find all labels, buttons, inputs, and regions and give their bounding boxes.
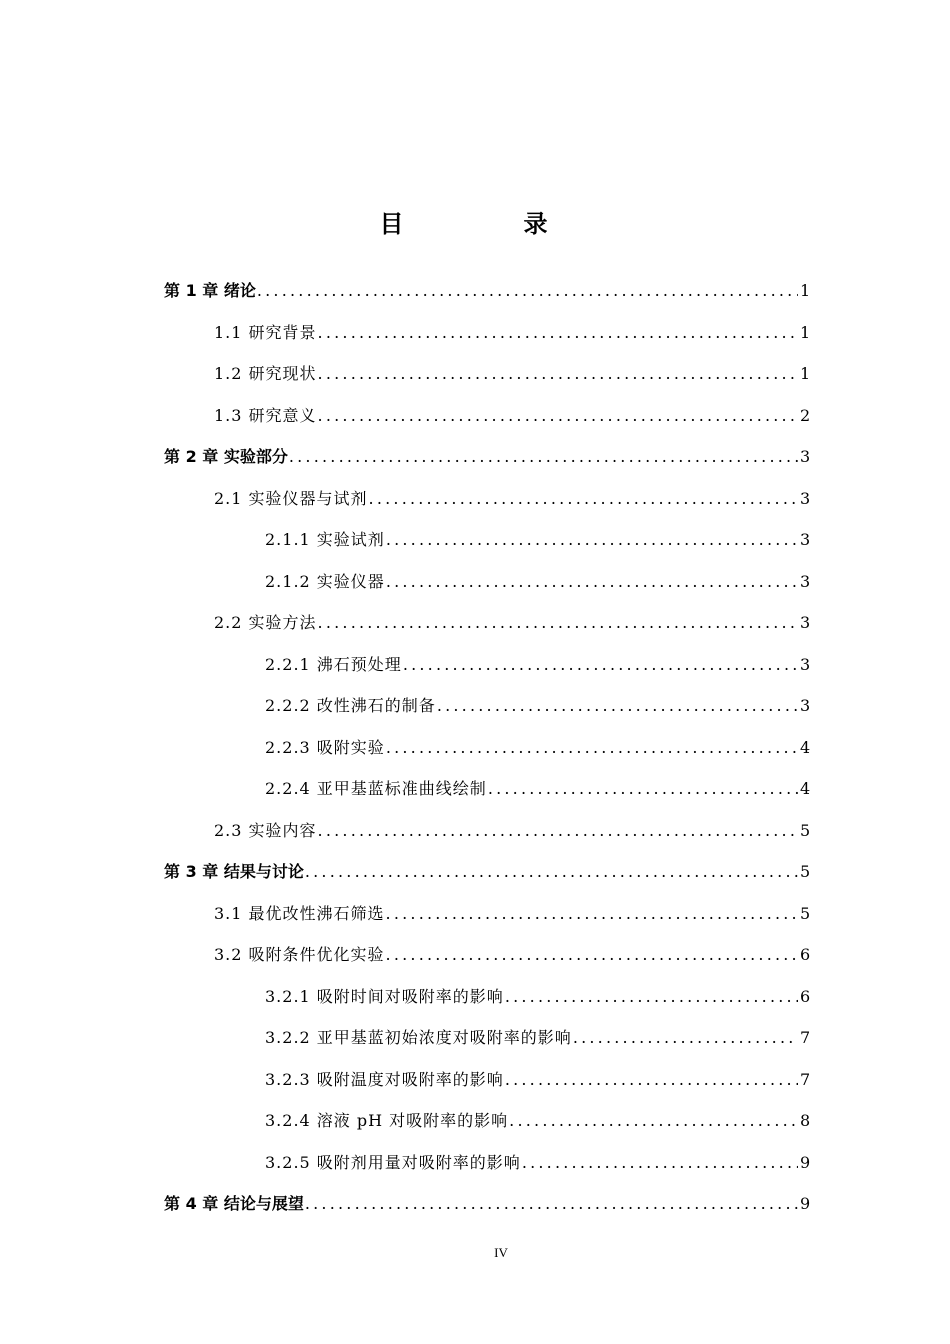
toc-dot-leader	[386, 727, 798, 769]
toc-entry-page: 3	[800, 613, 811, 632]
toc-entry[interactable]	[164, 810, 810, 852]
toc-dot-leader	[386, 893, 798, 935]
toc-entry-label: 2.1.2 实验仪器	[265, 571, 385, 591]
toc-dot-leader	[305, 1183, 798, 1225]
toc-entry-page: 3	[800, 530, 811, 549]
page-number: IV	[494, 1245, 508, 1260]
toc-entry-label: 3.2.5 吸附剂用量对吸附率的影响	[265, 1152, 521, 1172]
toc-dot-leader	[505, 976, 798, 1018]
toc-entry-page: 6	[800, 945, 811, 964]
toc-entry[interactable]	[164, 644, 810, 686]
toc-entry[interactable]	[164, 353, 810, 395]
toc-dot-leader	[318, 810, 798, 852]
toc-dot-leader	[403, 644, 798, 686]
toc-entry[interactable]	[164, 1017, 810, 1059]
toc-entry-label: 第 1 章 绪论	[164, 281, 256, 300]
toc-entry[interactable]	[164, 602, 810, 644]
toc-entry-label: 1.3 研究意义	[214, 405, 317, 425]
toc-dot-leader	[386, 934, 798, 976]
toc-entry-label: 2.1 实验仪器与试剂	[214, 488, 368, 508]
toc-entry-label: 2.2.3 吸附实验	[265, 737, 385, 757]
toc-entry-label: 2.2.1 沸石预处理	[265, 654, 402, 674]
toc-entry-page: 5	[800, 862, 811, 881]
toc-entry-page: 4	[800, 779, 811, 798]
toc-entry[interactable]	[164, 934, 810, 976]
toc-entry-page: 5	[800, 820, 811, 840]
toc-entry-page: 6	[800, 986, 811, 1006]
toc-entry[interactable]	[164, 436, 810, 478]
toc-entry-page: 1	[800, 322, 811, 342]
toc-dot-leader	[318, 353, 798, 395]
toc-dot-leader	[522, 1142, 798, 1184]
toc-dot-leader	[573, 1017, 798, 1059]
toc-dot-leader	[369, 478, 798, 520]
toc-entry[interactable]	[164, 561, 810, 603]
toc-dot-leader	[509, 1100, 798, 1142]
toc-entry[interactable]	[164, 1142, 810, 1184]
toc-dot-leader	[305, 851, 798, 893]
toc-entry-label: 2.1.1 实验试剂	[265, 530, 385, 549]
toc-entry-label: 2.2 实验方法	[214, 613, 317, 632]
toc-entry-label: 3.1 最优改性沸石筛选	[214, 903, 385, 923]
toc-entry-label: 2.2.4 亚甲基蓝标准曲线绘制	[265, 779, 487, 798]
toc-entry[interactable]	[164, 976, 810, 1018]
toc-entry-label: 1.2 研究现状	[214, 364, 317, 383]
toc-entry-page: 4	[800, 737, 811, 757]
toc-entry-page: 1	[800, 281, 811, 300]
toc-entry-page: 2	[800, 405, 811, 425]
toc-entry-page: 7	[800, 1069, 811, 1089]
toc-entry-page: 5	[800, 903, 811, 923]
toc-entry-label: 3.2.4 溶液 pH 对吸附率的影响	[265, 1111, 509, 1130]
toc-entry[interactable]	[164, 768, 810, 810]
toc-entry-page: 8	[800, 1111, 811, 1130]
toc-entry[interactable]	[164, 685, 810, 727]
toc-dot-leader	[289, 436, 798, 478]
toc-entry-label: 1.1 研究背景	[214, 322, 317, 342]
toc-dot-leader	[318, 312, 798, 354]
toc-entry-page: 3	[800, 696, 811, 715]
toc-dot-leader	[505, 1059, 798, 1101]
toc-entry[interactable]	[164, 312, 810, 354]
toc-entry-page: 3	[800, 447, 811, 466]
toc-dot-leader	[488, 768, 798, 810]
toc-dot-leader	[318, 602, 798, 644]
toc-entry[interactable]	[164, 1059, 810, 1101]
toc-entry[interactable]	[164, 1183, 810, 1225]
table-of-contents	[164, 270, 810, 1225]
toc-entry[interactable]	[164, 727, 810, 769]
toc-entry[interactable]	[164, 851, 810, 893]
toc-title: 目 录	[379, 210, 596, 238]
toc-entry[interactable]	[164, 395, 810, 437]
toc-entry-label: 3.2.3 吸附温度对吸附率的影响	[265, 1069, 504, 1089]
toc-entry[interactable]	[164, 519, 810, 561]
toc-dot-leader	[257, 270, 798, 312]
toc-dot-leader	[318, 395, 798, 437]
toc-dot-leader	[437, 685, 798, 727]
toc-dot-leader	[386, 519, 798, 561]
toc-entry-page: 7	[800, 1028, 811, 1047]
toc-entry-page: 3	[800, 654, 811, 674]
toc-entry-page: 1	[800, 364, 811, 383]
toc-entry[interactable]	[164, 893, 810, 935]
toc-entry-label: 2.2.2 改性沸石的制备	[265, 696, 436, 715]
toc-entry-label: 3.2.1 吸附时间对吸附率的影响	[265, 986, 504, 1006]
toc-entry-page: 9	[800, 1152, 811, 1172]
toc-entry-label: 3.2 吸附条件优化实验	[214, 945, 385, 964]
toc-entry-page: 9	[800, 1194, 811, 1213]
toc-entry[interactable]	[164, 478, 810, 520]
toc-entry[interactable]	[164, 1100, 810, 1142]
toc-entry-label: 第 3 章 结果与讨论	[164, 862, 304, 881]
toc-entry-label: 3.2.2 亚甲基蓝初始浓度对吸附率的影响	[265, 1028, 572, 1047]
toc-entry-label: 第 2 章 实验部分	[164, 447, 288, 466]
toc-entry-label: 第 4 章 结论与展望	[164, 1194, 304, 1213]
toc-entry[interactable]	[164, 270, 810, 312]
toc-entry-page: 3	[800, 571, 811, 591]
toc-entry-label: 2.3 实验内容	[214, 820, 317, 840]
toc-dot-leader	[386, 561, 798, 603]
toc-entry-page: 3	[800, 488, 811, 508]
